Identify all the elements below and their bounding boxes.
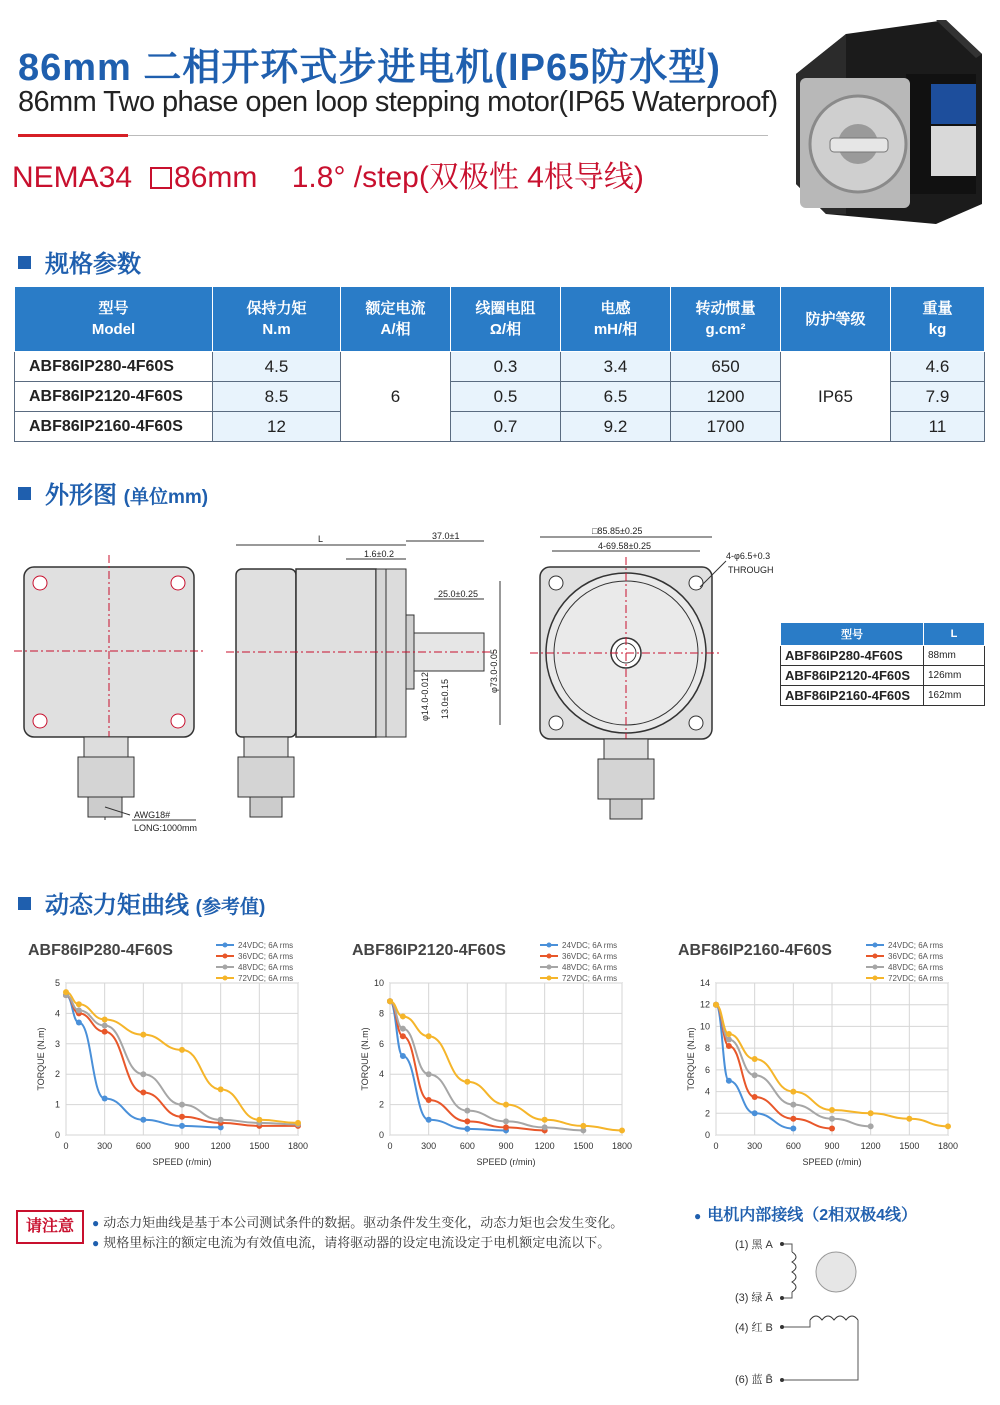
- header-rated-current: 额定电流 A/相: [341, 287, 451, 352]
- dim-69: 4-69.58±0.25: [598, 541, 651, 551]
- x-tick-label: 1500: [899, 1141, 920, 1151]
- y-tick-label: 10: [373, 978, 384, 988]
- dim-1-6: 1.6±0.2: [364, 549, 394, 559]
- side-view: [226, 531, 500, 817]
- header-resistance: 线圈电阻 Ω/相: [451, 287, 561, 352]
- nema-step: 1.8° /step(双极性 4根导线): [291, 161, 644, 194]
- header-inertia: 转动惯量 g.cm²: [671, 287, 781, 352]
- dim-37: 37.0±1: [432, 531, 460, 541]
- data-point: [426, 1097, 432, 1103]
- torque-charts: [0, 935, 1000, 1185]
- data-point: [503, 1124, 509, 1130]
- legend-marker: [873, 954, 878, 959]
- y-tick-label: 12: [699, 999, 710, 1010]
- legend-label: 72VDC; 6A rms: [562, 974, 618, 983]
- y-tick-label: 0: [378, 1130, 384, 1140]
- data-point: [726, 1036, 732, 1042]
- awg-label: AWG18#: [134, 810, 171, 820]
- title-divider-accent: [18, 134, 128, 137]
- data-point: [387, 998, 393, 1004]
- data-point: [790, 1089, 796, 1095]
- y-tick-label: 8: [378, 1008, 384, 1019]
- wiring-diagram: [730, 1228, 880, 1398]
- header-inductance: 电感 mH/相: [561, 287, 671, 352]
- x-tick-label: 1500: [573, 1141, 594, 1151]
- legend-label: 36VDC; 6A rms: [562, 952, 618, 961]
- cell-weight: 4.6: [891, 352, 985, 382]
- cell-model: ABF86IP2160-4F60S: [15, 412, 213, 442]
- outline-drawing: [0, 515, 780, 845]
- legend-marker: [873, 965, 878, 970]
- data-point: [726, 1078, 732, 1084]
- flange-view: [530, 526, 774, 819]
- torque-charts-svg: [0, 935, 1000, 1185]
- legend-label: 24VDC; 6A rms: [238, 941, 294, 950]
- y-axis-label: TORQUE (N.m): [36, 1027, 46, 1091]
- cell-protection: IP65: [781, 352, 891, 442]
- x-tick-label: 0: [63, 1141, 69, 1151]
- page-subtitle: 86mm Two phase open loop stepping motor(IP65 Waterproof): [18, 86, 778, 118]
- legend-marker: [873, 943, 878, 948]
- header-holding-torque: 保持力矩 N.m: [213, 287, 341, 352]
- cell-inertia: 650: [671, 352, 781, 382]
- dim-L: L: [318, 534, 324, 544]
- note-line-1: ● 动态力矩曲线是基于本公司测试条件的数据。驱动条件发生变化，动态力矩也会发生变化。: [92, 1215, 624, 1230]
- x-tick-label: 600: [785, 1141, 801, 1151]
- wire-label-1: (1) 黑 A: [735, 1239, 773, 1251]
- length-table: [780, 622, 985, 706]
- legend-label: 24VDC; 6A rms: [562, 941, 618, 950]
- long-label: LONG:1000mm: [134, 823, 198, 833]
- data-point: [400, 1053, 406, 1059]
- spec-table-header-row: [15, 287, 985, 352]
- y-axis-label: TORQUE (N.m): [360, 1027, 370, 1091]
- legend-label: 48VDC; 6A rms: [238, 963, 294, 972]
- legend-label: 72VDC; 6A rms: [238, 974, 294, 983]
- data-point: [140, 1117, 146, 1123]
- data-point: [726, 1043, 732, 1049]
- x-tick-label: 600: [135, 1141, 151, 1151]
- y-tick-label: 8: [704, 1043, 710, 1054]
- x-axis-label: SPEED (r/min): [152, 1157, 212, 1167]
- legend-marker: [873, 976, 878, 981]
- data-point: [426, 1071, 432, 1077]
- table-row: ABF86IP280-4F60S 88mm: [781, 646, 985, 666]
- y-tick-label: 5: [54, 978, 60, 988]
- data-point: [464, 1079, 470, 1085]
- data-point: [102, 1016, 108, 1022]
- x-tick-label: 0: [387, 1141, 393, 1151]
- wire-label-6: (6) 蓝 B̄: [735, 1374, 773, 1386]
- y-tick-label: 3: [54, 1038, 60, 1049]
- dim-hole: 4-φ6.5+0.3: [726, 551, 771, 561]
- cell-inertia: 1700: [671, 412, 781, 442]
- data-point: [752, 1072, 758, 1078]
- header-protection: 防护等级: [781, 287, 891, 352]
- data-point: [426, 1117, 432, 1123]
- data-point: [102, 1029, 108, 1035]
- data-point: [829, 1125, 835, 1131]
- x-tick-label: 300: [97, 1141, 113, 1151]
- x-tick-label: 1800: [287, 1141, 309, 1151]
- legend-marker: [223, 954, 228, 959]
- data-point: [503, 1118, 509, 1124]
- cell-current: 6: [341, 352, 451, 442]
- data-point: [829, 1116, 835, 1122]
- y-tick-label: 4: [704, 1086, 710, 1097]
- data-point: [868, 1110, 874, 1116]
- x-tick-label: 1200: [210, 1141, 231, 1151]
- data-point: [752, 1094, 758, 1100]
- section-spec-title: 规格参数: [18, 244, 141, 279]
- square-icon: [150, 167, 172, 189]
- cell-torque: 8.5: [213, 382, 341, 412]
- legend-marker: [223, 976, 228, 981]
- wiring-title: ● 电机内部接线（2相双极4线）: [694, 1207, 918, 1224]
- x-axis-label: SPEED (r/min): [802, 1157, 862, 1167]
- note-line-2: ● 规格里标注的额定电流为有效值电流，请将驱动器的设定电流设定于电机额定电流以下。: [92, 1235, 611, 1250]
- data-point: [179, 1123, 185, 1129]
- data-point: [542, 1117, 548, 1123]
- chart-title: ABF86IP2120-4F60S: [352, 942, 506, 959]
- cell-model: ABF86IP280-4F60S: [15, 352, 213, 382]
- y-tick-label: 4: [54, 1008, 60, 1019]
- legend-marker: [547, 943, 552, 948]
- spec-table: [14, 286, 985, 442]
- y-tick-label: 0: [704, 1130, 710, 1140]
- length-header-L: L: [924, 623, 985, 646]
- x-tick-label: 600: [459, 1141, 475, 1151]
- x-tick-label: 1800: [611, 1141, 633, 1151]
- data-point: [790, 1116, 796, 1122]
- bullet-icon: ●: [92, 1216, 100, 1230]
- wire-label-4: (4) 红 B: [735, 1322, 773, 1334]
- x-tick-label: 1200: [534, 1141, 555, 1151]
- data-point: [295, 1120, 301, 1126]
- cell-inductance: 6.5: [561, 382, 671, 412]
- cell-torque: 4.5: [213, 352, 341, 382]
- dim-25: 25.0±0.25: [438, 589, 478, 599]
- data-point: [76, 1020, 82, 1026]
- legend-marker: [223, 943, 228, 948]
- data-point: [400, 1026, 406, 1032]
- nema-prefix: NEMA34: [12, 161, 133, 194]
- y-tick-label: 6: [378, 1038, 384, 1049]
- x-tick-label: 300: [747, 1141, 763, 1151]
- y-tick-label: 2: [54, 1069, 60, 1080]
- data-point: [140, 1071, 146, 1077]
- dim-85: □85.85±0.25: [592, 526, 643, 536]
- data-point: [726, 1031, 732, 1037]
- length-header-model: 型号: [781, 623, 924, 646]
- cell-resistance: 0.5: [451, 382, 561, 412]
- data-point: [140, 1032, 146, 1038]
- x-tick-label: 900: [498, 1141, 514, 1151]
- chart-title: ABF86IP280-4F60S: [28, 942, 173, 959]
- legend-marker: [547, 976, 552, 981]
- data-point: [790, 1102, 796, 1108]
- note-badge: 请注意: [16, 1210, 84, 1244]
- legend-marker: [223, 965, 228, 970]
- legend-marker: [547, 965, 552, 970]
- data-point: [76, 1007, 82, 1013]
- x-tick-label: 0: [713, 1141, 719, 1151]
- bullet-icon: ●: [694, 1209, 702, 1223]
- data-point: [102, 1023, 108, 1029]
- x-tick-label: 900: [174, 1141, 190, 1151]
- section-torque-title: 动态力矩曲线 (参考值): [18, 885, 265, 920]
- header-model: 型号 Model: [15, 287, 213, 352]
- data-point: [752, 1110, 758, 1116]
- bullet-icon: ●: [92, 1236, 100, 1250]
- table-row: ABF86IP2160-4F60S 162mm: [781, 686, 985, 706]
- cell-inertia: 1200: [671, 382, 781, 412]
- data-point: [945, 1123, 951, 1129]
- through-label: THROUGH: [728, 565, 774, 575]
- data-point: [256, 1117, 262, 1123]
- data-point: [752, 1056, 758, 1062]
- nema-size: 86mm: [174, 161, 258, 194]
- data-point: [503, 1102, 509, 1108]
- data-point: [790, 1125, 796, 1131]
- cell-resistance: 0.7: [451, 412, 561, 442]
- dim-14: φ14.0-0.012: [420, 672, 430, 721]
- y-tick-label: 2: [378, 1099, 384, 1110]
- data-point: [179, 1114, 185, 1120]
- x-tick-label: 900: [824, 1141, 840, 1151]
- data-point: [218, 1117, 224, 1123]
- motor-photo: [786, 14, 986, 224]
- table-row: ABF86IP2120-4F60S 126mm: [781, 666, 985, 686]
- data-point: [179, 1102, 185, 1108]
- header-weight: 重量 kg: [891, 287, 985, 352]
- legend-label: 48VDC; 6A rms: [562, 963, 618, 972]
- section-outline-title: 外形图 (单位mm): [18, 475, 208, 510]
- data-point: [63, 989, 69, 995]
- legend-label: 36VDC; 6A rms: [888, 952, 944, 961]
- y-axis-label: TORQUE (N.m): [686, 1027, 696, 1091]
- data-point: [464, 1118, 470, 1124]
- y-tick-label: 14: [699, 978, 710, 988]
- y-tick-label: 6: [704, 1064, 710, 1075]
- data-point: [102, 1096, 108, 1102]
- data-point: [76, 1001, 82, 1007]
- legend-label: 48VDC; 6A rms: [888, 963, 944, 972]
- nema-spec-line: [12, 152, 644, 196]
- y-tick-label: 0: [54, 1130, 60, 1140]
- data-point: [400, 1013, 406, 1019]
- section-bullet-icon: [18, 487, 31, 500]
- x-axis-label: SPEED (r/min): [476, 1157, 536, 1167]
- y-tick-label: 10: [699, 1021, 710, 1032]
- section-bullet-icon: [18, 897, 31, 910]
- x-tick-label: 1800: [937, 1141, 959, 1151]
- data-point: [464, 1108, 470, 1114]
- legend-label: 24VDC; 6A rms: [888, 941, 944, 950]
- title-divider: [128, 135, 768, 136]
- data-point: [906, 1116, 912, 1122]
- data-point: [464, 1126, 470, 1132]
- chart-title: ABF86IP2160-4F60S: [678, 942, 832, 959]
- cell-weight: 7.9: [891, 382, 985, 412]
- y-tick-label: 2: [704, 1108, 710, 1119]
- data-point: [400, 1033, 406, 1039]
- cell-torque: 12: [213, 412, 341, 442]
- front-view: [14, 555, 204, 833]
- data-point: [713, 1002, 719, 1008]
- cell-inductance: 9.2: [561, 412, 671, 442]
- wire-label-3: (3) 绿 Ā: [735, 1292, 773, 1304]
- data-point: [179, 1047, 185, 1053]
- legend-label: 72VDC; 6A rms: [888, 974, 944, 983]
- x-tick-label: 1500: [249, 1141, 270, 1151]
- dim-13: 13.0±0.15: [440, 679, 450, 719]
- cell-resistance: 0.3: [451, 352, 561, 382]
- data-point: [542, 1124, 548, 1130]
- dim-73: φ73.0-0.05: [489, 649, 499, 693]
- data-point: [580, 1123, 586, 1129]
- x-tick-label: 300: [421, 1141, 437, 1151]
- cell-model: ABF86IP2120-4F60S: [15, 382, 213, 412]
- data-point: [619, 1127, 625, 1133]
- table-row: [15, 352, 985, 382]
- y-tick-label: 4: [378, 1069, 384, 1080]
- y-tick-label: 1: [54, 1099, 60, 1110]
- data-point: [868, 1123, 874, 1129]
- data-point: [140, 1089, 146, 1095]
- data-point: [829, 1107, 835, 1113]
- legend-marker: [547, 954, 552, 959]
- cell-inductance: 3.4: [561, 352, 671, 382]
- cell-weight: 11: [891, 412, 985, 442]
- data-point: [218, 1086, 224, 1092]
- section-bullet-icon: [18, 256, 31, 269]
- page-title: 86mm 二相开环式步进电机(IP65防水型): [18, 47, 721, 89]
- x-tick-label: 1200: [860, 1141, 881, 1151]
- data-point: [426, 1033, 432, 1039]
- legend-label: 36VDC; 6A rms: [238, 952, 294, 961]
